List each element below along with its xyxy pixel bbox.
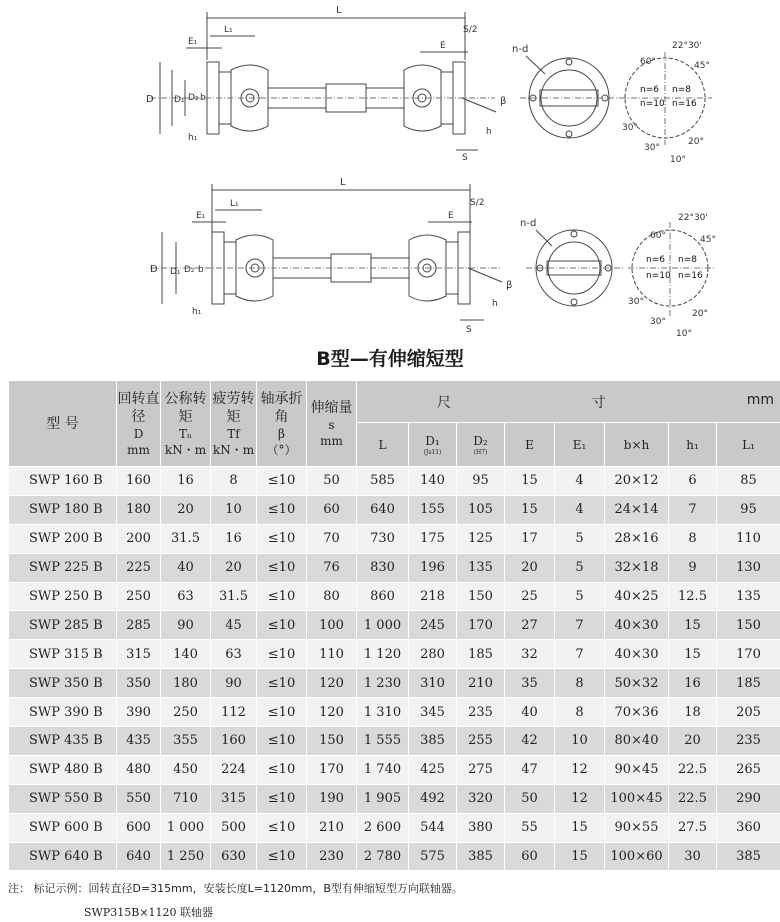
table-cell: 1 230 — [357, 669, 409, 698]
cell-model: SWP 640 B — [9, 842, 117, 871]
angle-30b-lower: 30° — [650, 317, 666, 327]
example-text: SWP315B×1120 联轴器 — [84, 906, 214, 919]
dim-S-lower: S — [466, 325, 472, 335]
flange-end-view-lower — [520, 218, 624, 306]
table-cell: 27.5 — [669, 813, 717, 842]
table-cell: 1 740 — [357, 755, 409, 784]
table-cell: 63 — [211, 640, 257, 669]
table-cell: 235 — [717, 727, 780, 756]
table-cell: 110 — [717, 524, 780, 553]
dim-D2-upper: D₂ — [188, 93, 199, 103]
angle-20-lower: 20° — [692, 309, 708, 319]
table-cell: 110 — [307, 640, 357, 669]
cell-model: SWP 250 B — [9, 582, 117, 611]
dim-L-upper: L — [336, 5, 342, 16]
angle-30a-lower: 30° — [628, 297, 644, 307]
table-cell: 492 — [409, 784, 457, 813]
table-cell: 230 — [307, 842, 357, 871]
cell-model: SWP 435 B — [9, 727, 117, 756]
table-cell: 250 — [117, 582, 161, 611]
table-cell: 70×36 — [605, 698, 669, 727]
table-cell: 24×14 — [605, 495, 669, 524]
n16-lower: n=16 — [678, 271, 703, 281]
dim-S-upper: S — [462, 153, 468, 163]
table-row — [9, 611, 780, 640]
table-cell: 6 — [669, 467, 717, 496]
cell-model: SWP 350 B — [9, 669, 117, 698]
table-cell: 120 — [307, 698, 357, 727]
table-cell: 280 — [409, 640, 457, 669]
table-cell: 190 — [307, 784, 357, 813]
dim-D-upper: D — [146, 94, 154, 105]
table-row — [9, 669, 780, 698]
cell-model: SWP 200 B — [9, 524, 117, 553]
header-L1: L₁ — [717, 423, 780, 467]
table-cell: ≤10 — [257, 611, 307, 640]
table-cell: 12.5 — [669, 582, 717, 611]
table-cell: 350 — [117, 669, 161, 698]
table-cell: 22.5 — [669, 784, 717, 813]
table-cell: 640 — [357, 495, 409, 524]
dim-h1-lower: h₁ — [192, 307, 202, 317]
angle-30b-upper: 30° — [644, 143, 660, 153]
page-title: B型—有伸缩短型 — [316, 348, 464, 370]
label-nd-upper: n-d — [512, 44, 529, 55]
table-cell: 150 — [307, 727, 357, 756]
table-cell: ≤10 — [257, 640, 307, 669]
table-cell: 180 — [117, 495, 161, 524]
dim-D-lower: D — [150, 264, 158, 275]
table-cell: 55 — [505, 813, 555, 842]
table-cell: 7 — [669, 495, 717, 524]
n8-lower: n=8 — [678, 255, 697, 265]
dim-S2-upper: S/2 — [463, 25, 478, 35]
table-cell: 390 — [117, 698, 161, 727]
table-cell: 135 — [717, 582, 780, 611]
header-E1: E₁ — [555, 423, 605, 467]
table-cell: 80 — [307, 582, 357, 611]
table-cell: 1 120 — [357, 640, 409, 669]
table-cell: 150 — [457, 582, 505, 611]
cell-model: SWP 600 B — [9, 813, 117, 842]
table-cell: 63 — [161, 582, 211, 611]
n6-upper: n=6 — [640, 85, 659, 95]
table-cell: 2 600 — [357, 813, 409, 842]
table-row — [9, 813, 780, 842]
angle-45-lower: 45° — [700, 235, 716, 245]
table-cell: 20 — [505, 553, 555, 582]
table-cell: 80×40 — [605, 727, 669, 756]
label-nd-lower: n-d — [520, 218, 537, 229]
table-cell: 450 — [161, 755, 211, 784]
table-cell: 90×45 — [605, 755, 669, 784]
table-cell: 140 — [161, 640, 211, 669]
header-D2: D₂ (H7) — [457, 423, 505, 467]
table-cell: 544 — [409, 813, 457, 842]
table-cell: 425 — [409, 755, 457, 784]
table-cell: 32 — [505, 640, 555, 669]
n10-lower: n=10 — [646, 271, 671, 281]
table-cell: ≤10 — [257, 842, 307, 871]
n8-upper: n=8 — [672, 85, 691, 95]
bolt-pattern-upper — [620, 41, 712, 165]
table-row — [9, 755, 780, 784]
table-cell: 10 — [211, 495, 257, 524]
table-cell: 575 — [409, 842, 457, 871]
table-row — [9, 727, 780, 756]
table-cell: 40×25 — [605, 582, 669, 611]
table-cell: 120 — [307, 669, 357, 698]
dim-L1-lower: L₁ — [230, 199, 239, 209]
table-cell: 630 — [211, 842, 257, 871]
table-cell: 550 — [117, 784, 161, 813]
note-text: 注： 标记示例：回转直径D=315mm，安装长度L=1120mm，B型有伸缩短型万向联轴器。 — [8, 882, 463, 895]
header-dim-unit: mm — [746, 391, 775, 408]
table-cell: 31.5 — [211, 582, 257, 611]
table-cell: 385 — [457, 842, 505, 871]
table-cell: ≤10 — [257, 669, 307, 698]
table-cell: 15 — [555, 842, 605, 871]
dim-E1-upper: E₁ — [188, 37, 198, 47]
n6-lower: n=6 — [646, 255, 665, 265]
table-cell: ≤10 — [257, 495, 307, 524]
table-cell: ≤10 — [257, 553, 307, 582]
table-cell: 45 — [211, 611, 257, 640]
header-D: 回转直径 D mm — [117, 381, 161, 467]
table-cell: 105 — [457, 495, 505, 524]
table-cell: 40 — [161, 553, 211, 582]
angle-20-upper: 20° — [688, 137, 704, 147]
table-cell: ≤10 — [257, 727, 307, 756]
table-cell: 180 — [161, 669, 211, 698]
table-cell: 175 — [409, 524, 457, 553]
technical-drawings — [0, 0, 780, 340]
table-cell: 20 — [211, 553, 257, 582]
table-cell: ≤10 — [257, 582, 307, 611]
table-cell: 40 — [505, 698, 555, 727]
table-cell: 16 — [161, 467, 211, 496]
table-cell: ≤10 — [257, 524, 307, 553]
header-dimensions — [357, 381, 780, 423]
dim-h1-upper: h₁ — [188, 133, 198, 143]
flange-end-view-upper — [512, 44, 620, 138]
table-cell: 100×60 — [605, 842, 669, 871]
table-cell: ≤10 — [257, 755, 307, 784]
dim-S2-lower: S/2 — [470, 198, 485, 208]
header-dim-left: 尺 — [437, 394, 451, 411]
table-cell: 245 — [409, 611, 457, 640]
table-cell: 480 — [117, 755, 161, 784]
cell-model: SWP 315 B — [9, 640, 117, 669]
table-cell: 500 — [211, 813, 257, 842]
table-cell: 50 — [307, 467, 357, 496]
table-cell: 285 — [117, 611, 161, 640]
spec-table — [8, 380, 780, 871]
header-model: 型 号 — [9, 381, 117, 467]
table-cell: 100 — [307, 611, 357, 640]
table-row — [9, 553, 780, 582]
table-cell: ≤10 — [257, 784, 307, 813]
table-cell: 345 — [409, 698, 457, 727]
table-cell: 210 — [457, 669, 505, 698]
table-cell: 170 — [457, 611, 505, 640]
header-s: 伸缩量 s mm — [307, 381, 357, 467]
dim-D1-lower: D₁ — [170, 267, 181, 277]
table-cell: ≤10 — [257, 698, 307, 727]
table-cell: 40×30 — [605, 611, 669, 640]
table-cell: 4 — [555, 467, 605, 496]
table-cell: 95 — [717, 495, 780, 524]
n16-upper: n=16 — [672, 99, 697, 109]
table-cell: 15 — [505, 495, 555, 524]
table-cell: 28×16 — [605, 524, 669, 553]
table-cell: 8 — [555, 669, 605, 698]
table-cell: 15 — [669, 611, 717, 640]
table-cell: 15 — [669, 640, 717, 669]
dim-D1-upper: D₁ — [174, 95, 185, 105]
table-cell: 185 — [717, 669, 780, 698]
table-cell: 27 — [505, 611, 555, 640]
dim-E-lower: E — [448, 211, 454, 221]
header-Tn: 公称转矩 Tₙ kN・m — [161, 381, 211, 467]
table-cell: 355 — [161, 727, 211, 756]
dim-E1-lower: E₁ — [196, 211, 206, 221]
table-cell: 170 — [307, 755, 357, 784]
table-cell: 265 — [717, 755, 780, 784]
table-cell: 1 000 — [357, 611, 409, 640]
dim-L-lower: L — [340, 177, 346, 188]
table-cell: 8 — [211, 467, 257, 496]
table-cell: 150 — [717, 611, 780, 640]
table-cell: 95 — [457, 467, 505, 496]
table-cell: 235 — [457, 698, 505, 727]
angle-22-30-upper: 22°30' — [672, 41, 702, 51]
angle-45-upper: 45° — [694, 61, 710, 71]
table-cell: 20 — [161, 495, 211, 524]
table-cell: 315 — [117, 640, 161, 669]
dim-D2-lower: D₂ — [184, 265, 195, 275]
table-cell: 1 000 — [161, 813, 211, 842]
table-cell: 90 — [211, 669, 257, 698]
table-cell: 830 — [357, 553, 409, 582]
angle-60-lower: 60° — [650, 231, 666, 241]
header-h1: h₁ — [669, 423, 717, 467]
cell-model: SWP 225 B — [9, 553, 117, 582]
table-cell: 310 — [409, 669, 457, 698]
table-cell: 224 — [211, 755, 257, 784]
table-cell: 15 — [555, 813, 605, 842]
header-beta: 轴承折角 β （°） — [257, 381, 307, 467]
side-view-upper — [146, 5, 506, 163]
table-cell: 125 — [457, 524, 505, 553]
table-cell: 170 — [717, 640, 780, 669]
table-cell: 35 — [505, 669, 555, 698]
table-cell: 135 — [457, 553, 505, 582]
table-cell: 730 — [357, 524, 409, 553]
table-cell: 218 — [409, 582, 457, 611]
cell-model: SWP 550 B — [9, 784, 117, 813]
table-cell: 7 — [555, 640, 605, 669]
table-cell: 7 — [555, 611, 605, 640]
dim-b-lower: b — [198, 265, 204, 275]
dim-E-upper: E — [440, 41, 446, 51]
table-cell: 1 905 — [357, 784, 409, 813]
table-cell: 15 — [505, 467, 555, 496]
table-cell: 1 555 — [357, 727, 409, 756]
table-cell: 385 — [409, 727, 457, 756]
dim-beta-upper: β — [500, 96, 507, 107]
dim-beta-lower: β — [506, 280, 513, 291]
table-cell: 1 250 — [161, 842, 211, 871]
table-cell: 4 — [555, 495, 605, 524]
table-cell: 5 — [555, 524, 605, 553]
table-cell: 20 — [669, 727, 717, 756]
table-cell: 18 — [669, 698, 717, 727]
table-row — [9, 495, 780, 524]
table-cell: 25 — [505, 582, 555, 611]
table-cell: 275 — [457, 755, 505, 784]
table-row — [9, 842, 780, 871]
table-cell: 160 — [211, 727, 257, 756]
table-cell: 5 — [555, 582, 605, 611]
table-cell: 710 — [161, 784, 211, 813]
table-cell: 196 — [409, 553, 457, 582]
angle-60-upper: 60° — [640, 57, 656, 67]
cell-model: SWP 180 B — [9, 495, 117, 524]
table-cell: 155 — [409, 495, 457, 524]
angle-10-upper: 10° — [670, 155, 686, 165]
table-cell: 60 — [307, 495, 357, 524]
angle-10-lower: 10° — [676, 329, 692, 339]
table-cell: 16 — [669, 669, 717, 698]
table-cell: 360 — [717, 813, 780, 842]
table-cell: 76 — [307, 553, 357, 582]
table-cell: 225 — [117, 553, 161, 582]
table-cell: 385 — [717, 842, 780, 871]
table-cell: 2 780 — [357, 842, 409, 871]
table-cell: 585 — [357, 467, 409, 496]
header-E: E — [505, 423, 555, 467]
table-cell: 1 310 — [357, 698, 409, 727]
table-row — [9, 640, 780, 669]
cell-model: SWP 390 B — [9, 698, 117, 727]
table-cell: 47 — [505, 755, 555, 784]
cell-model: SWP 160 B — [9, 467, 117, 496]
table-cell: 60 — [505, 842, 555, 871]
table-cell: 12 — [555, 784, 605, 813]
table-cell: 42 — [505, 727, 555, 756]
table-cell: 90×55 — [605, 813, 669, 842]
table-cell: 205 — [717, 698, 780, 727]
n10-upper: n=10 — [640, 99, 665, 109]
table-cell: 100×45 — [605, 784, 669, 813]
table-cell: 8 — [669, 524, 717, 553]
table-cell: 600 — [117, 813, 161, 842]
table-cell: 90 — [161, 611, 211, 640]
table-cell: 9 — [669, 553, 717, 582]
table-cell: 8 — [555, 698, 605, 727]
dim-h-upper: h — [486, 127, 492, 137]
table-cell: 160 — [117, 467, 161, 496]
header-L: L — [357, 423, 409, 467]
table-cell: 435 — [117, 727, 161, 756]
cell-model: SWP 480 B — [9, 755, 117, 784]
table-row — [9, 784, 780, 813]
angle-22-30-lower: 22°30' — [678, 213, 708, 223]
angle-30a-upper: 30° — [622, 123, 638, 133]
table-cell: 255 — [457, 727, 505, 756]
table-cell: 32×18 — [605, 553, 669, 582]
table-cell: 17 — [505, 524, 555, 553]
table-cell: 40×30 — [605, 640, 669, 669]
table-cell: 50×32 — [605, 669, 669, 698]
dim-h-lower: h — [492, 299, 498, 309]
table-cell: 210 — [307, 813, 357, 842]
table-cell: 31.5 — [161, 524, 211, 553]
bolt-pattern-lower — [628, 213, 716, 339]
table-cell: 250 — [161, 698, 211, 727]
header-bh: b×h — [605, 423, 669, 467]
table-cell: 185 — [457, 640, 505, 669]
table-cell: 200 — [117, 524, 161, 553]
table-cell: 380 — [457, 813, 505, 842]
table-cell: 320 — [457, 784, 505, 813]
table-cell: 85 — [717, 467, 780, 496]
table-cell: 30 — [669, 842, 717, 871]
dim-L1-upper: L₁ — [224, 25, 233, 35]
table-cell: 130 — [717, 553, 780, 582]
header-dim-mid: 寸 — [591, 394, 606, 411]
header-Tf: 疲劳转矩 Tf kN・m — [211, 381, 257, 467]
side-view-lower — [150, 177, 512, 335]
table-cell: 860 — [357, 582, 409, 611]
table-row — [9, 582, 780, 611]
table-cell: 315 — [211, 784, 257, 813]
table-cell: 16 — [211, 524, 257, 553]
table-cell: 5 — [555, 553, 605, 582]
table-row — [9, 698, 780, 727]
table-cell: 112 — [211, 698, 257, 727]
table-cell: 20×12 — [605, 467, 669, 496]
table-cell: 290 — [717, 784, 780, 813]
table-row — [9, 467, 780, 496]
table-cell: ≤10 — [257, 813, 307, 842]
cell-model: SWP 285 B — [9, 611, 117, 640]
table-cell: 10 — [555, 727, 605, 756]
table-cell: ≤10 — [257, 467, 307, 496]
table-cell: 22.5 — [669, 755, 717, 784]
dim-b-upper: b — [200, 93, 206, 103]
table-cell: 12 — [555, 755, 605, 784]
table-cell: 70 — [307, 524, 357, 553]
header-D1: D₁ (Js11) — [409, 423, 457, 467]
table-cell: 140 — [409, 467, 457, 496]
table-cell: 640 — [117, 842, 161, 871]
table-cell: 50 — [505, 784, 555, 813]
table-row — [9, 524, 780, 553]
